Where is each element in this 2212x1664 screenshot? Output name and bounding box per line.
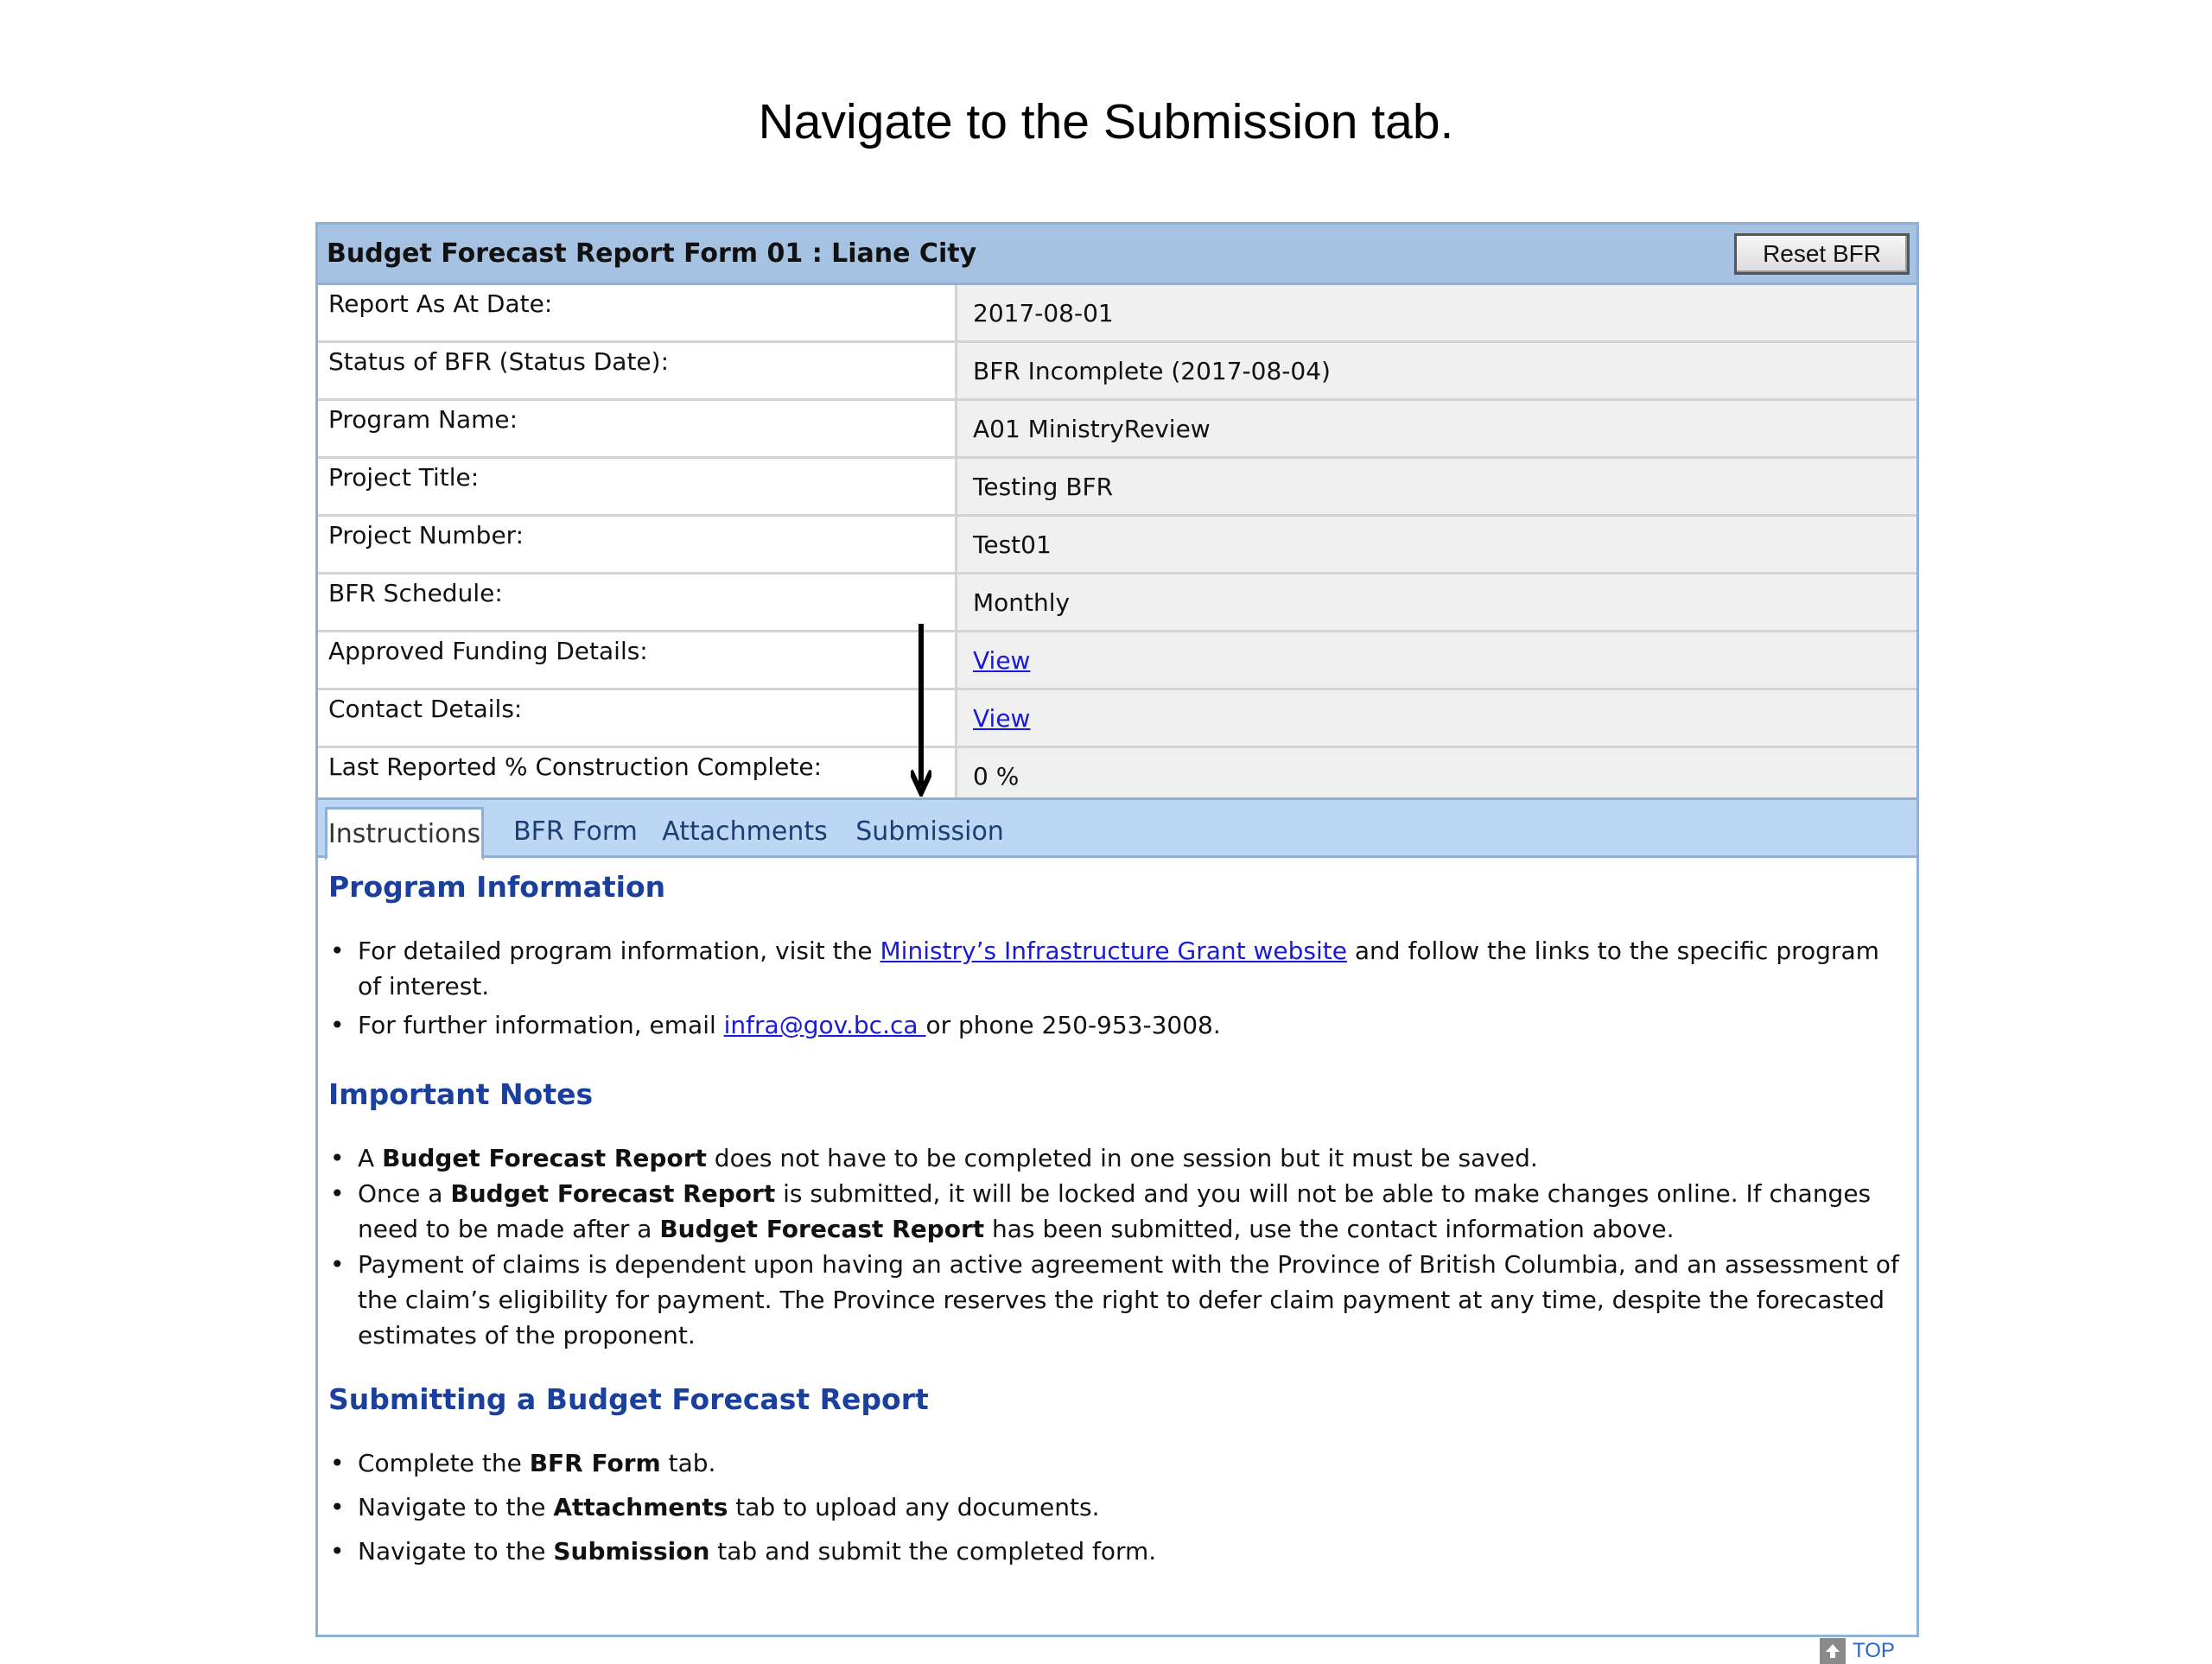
info-value-cell [957,632,1916,688]
tab-instructions[interactable]: Instructions [325,807,484,861]
list-item [328,1534,1899,1569]
text: Payment of claims is dependent upon having an active agreement with the Province of British Columbia, and an assessment of the claim’s eligibility for payment. The Province reserves the right to defer claim payment at any time, despite the forecasted estimates of the proponent. [358,1250,1899,1350]
list-item [328,1247,1899,1353]
info-value: Monthly [957,575,1916,630]
info-label: Contact Details: [318,690,957,746]
bold-text: Submission [553,1537,710,1566]
text: has been submitted, use the contact information above. [984,1215,1675,1243]
arrow-up-icon [1820,1638,1846,1664]
infrastructure-grant-link[interactable]: Ministry’s Infrastructure Grant website [880,937,1347,965]
reset-bfr-button[interactable]: Reset BFR [1734,233,1910,275]
info-row-project-title [318,459,1916,517]
text: tab and submit the completed form. [709,1537,1157,1566]
info-value: A01 MinistryReview [957,401,1916,456]
info-label: Last Reported % Construction Complete: [318,748,957,803]
list-item [328,1140,1899,1176]
info-value: Testing BFR [957,459,1916,514]
text: or phone 250-953-3008. [925,1011,1221,1039]
bold-text: Budget Forecast Report [659,1215,985,1243]
tab-submission[interactable]: Submission [855,816,1004,847]
panel-header [318,225,1916,285]
info-row-report-date [318,285,1916,343]
info-value-cell [957,690,1916,746]
bold-text: Attachments [553,1493,728,1521]
contact-details-view-link[interactable]: View [973,704,1031,733]
panel-title: Budget Forecast Report Form 01 : Liane City [327,238,977,269]
info-row-program-name [318,401,1916,459]
info-row-approved-funding [318,632,1916,690]
info-label: Program Name: [318,401,957,456]
text: does not have to be completed in one session but it must be saved. [706,1144,1538,1172]
info-row-project-number [318,517,1916,575]
info-row-schedule [318,575,1916,632]
info-row-contact-details [318,690,1916,748]
list-item [328,1445,1899,1481]
important-notes-list [328,1140,1899,1353]
info-label: Status of BFR (Status Date): [318,343,957,398]
text: tab. [660,1449,716,1477]
info-label: Approved Funding Details: [318,632,957,688]
info-value: BFR Incomplete (2017-08-04) [957,343,1916,398]
slide-title: Navigate to the Submission tab. [758,94,1454,149]
text: Once a [358,1179,451,1208]
tab-bfr-form[interactable]: BFR Form [513,816,638,847]
list-item [328,1007,1899,1043]
text: Navigate to the [358,1493,554,1521]
bold-text: BFR Form [529,1449,661,1477]
text: and follow the links to the specific program of interest. [358,937,1879,1000]
info-label: Project Title: [318,459,957,514]
tab-bar [318,800,1916,858]
back-to-top-link[interactable] [1820,1638,1895,1664]
bold-text: Budget Forecast Report [450,1179,776,1208]
tab-attachments[interactable]: Attachments [662,816,828,847]
info-value: 0 % [957,748,1916,803]
text: A [358,1144,383,1172]
list-item [328,933,1899,1004]
text: Complete the [358,1449,530,1477]
text: For detailed program information, visit the [358,937,880,965]
top-label: TOP [1853,1639,1895,1662]
submitting-list [328,1445,1899,1569]
approved-funding-view-link[interactable]: View [973,646,1031,675]
text: tab to upload any documents. [728,1493,1100,1521]
instructions-content [318,870,1916,1569]
info-value: Test01 [957,517,1916,572]
bold-text: Budget Forecast Report [382,1144,707,1172]
important-notes-heading: Important Notes [328,1077,594,1111]
text: Navigate to the [358,1537,554,1566]
program-information-heading: Program Information [328,870,666,904]
text: is submitted, it will be locked and you will not be able to make changes online. If changes need to be made after a [358,1179,1872,1243]
program-information-list [328,933,1899,1043]
down-arrow-annotation [911,624,931,797]
info-value: 2017-08-01 [957,285,1916,340]
email-link[interactable]: infra@gov.bc.ca [723,1011,926,1039]
list-item [328,1176,1899,1247]
list-item [328,1489,1899,1525]
info-label: Report As At Date: [318,285,957,340]
bfr-info-panel [315,222,1919,806]
submitting-heading: Submitting a Budget Forecast Report [328,1382,929,1416]
tabs-panel [315,797,1919,1637]
info-row-status [318,343,1916,401]
text: For further information, email [358,1011,724,1039]
info-row-construction-complete [318,748,1916,803]
info-label: BFR Schedule: [318,575,957,630]
info-label: Project Number: [318,517,957,572]
